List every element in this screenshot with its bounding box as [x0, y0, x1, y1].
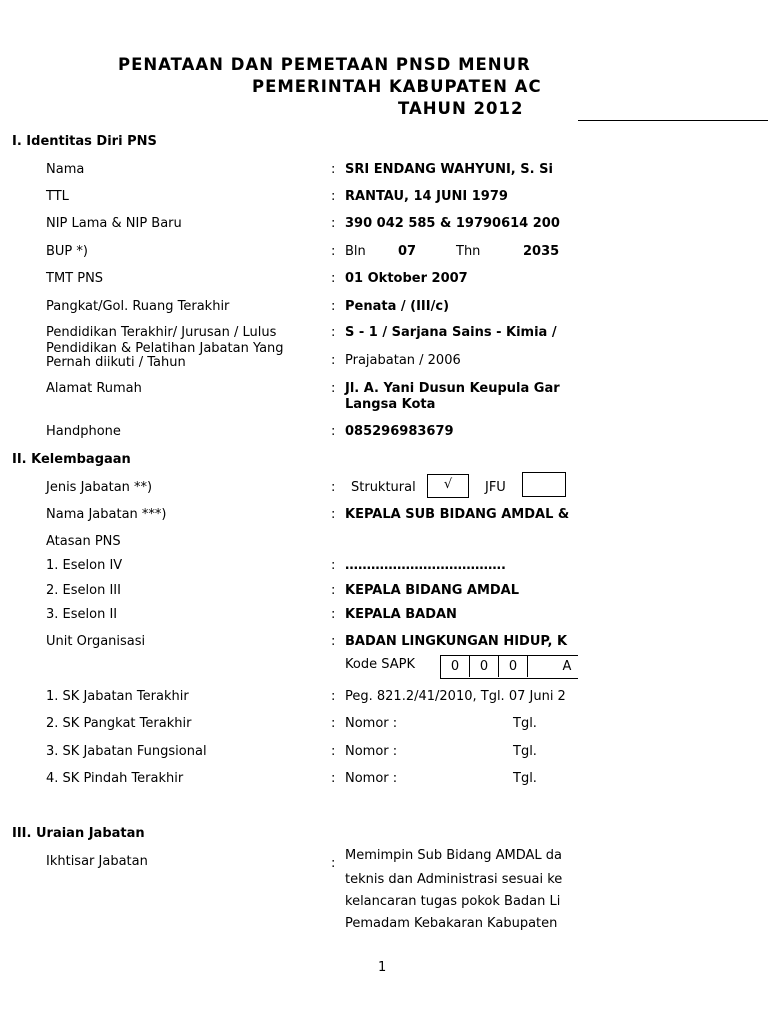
field-value-eselon-iii: KEPALA BIDANG AMDAL	[345, 583, 520, 598]
field-label-nama-jabatan: Nama Jabatan ***)	[46, 507, 167, 522]
colon: :	[331, 353, 336, 368]
field-label-jenis-jabatan: Jenis Jabatan **)	[46, 480, 153, 495]
field-value-pendidikan: S - 1 / Sarjana Sains - Kimia /	[345, 325, 557, 340]
colon: :	[331, 607, 336, 622]
colon: :	[331, 558, 336, 573]
field-value-sk-jabatan: Peg. 821.2/41/2010, Tgl. 07 Juni 2	[345, 689, 566, 704]
header-divider	[578, 120, 768, 121]
field-label-diklat-line-1: Pendidikan & Pelatihan Jabatan Yang	[46, 341, 284, 356]
field-label-sk-pindah: 4. SK Pindah Terakhir	[46, 771, 184, 786]
ikhtisar-line-1: Memimpin Sub Bidang AMDAL da	[345, 848, 563, 863]
field-label-nip: NIP Lama & NIP Baru	[46, 216, 182, 231]
field-value-alamat-line-2: Langsa Kota	[345, 397, 436, 412]
field-label-sk-fungsional: 3. SK Jabatan Fungsional	[46, 744, 207, 759]
field-label-handphone: Handphone	[46, 424, 121, 439]
colon: :	[331, 244, 336, 259]
field-value-unit-organisasi: BADAN LINGKUNGAN HIDUP, K	[345, 634, 568, 649]
field-label-bup: BUP *)	[46, 244, 88, 259]
colon: :	[331, 216, 336, 231]
colon: :	[331, 480, 336, 495]
bup-bln-label: Bln	[345, 244, 366, 259]
kode-sapk-boxes	[440, 655, 578, 679]
colon: :	[331, 299, 336, 314]
option-struktural-checkbox[interactable]	[427, 474, 469, 498]
section-3-title: III. Uraian Jabatan	[12, 826, 145, 841]
colon: :	[331, 716, 336, 731]
field-label-diklat-line-2: Pernah diikuti / Tahun	[46, 355, 186, 370]
field-value-handphone: 085296983679	[345, 424, 454, 439]
field-value-ttl: RANTAU, 14 JUNI 1979	[345, 189, 508, 204]
kode-sapk-cell: 0	[441, 656, 470, 677]
colon: :	[331, 583, 336, 598]
section-1-title: I. Identitas Diri PNS	[12, 134, 157, 149]
field-tgl-sk-fungsional: Tgl.	[513, 744, 537, 759]
colon: :	[331, 771, 336, 786]
option-jfu-label: JFU	[485, 480, 506, 495]
bup-thn-value: 2035	[523, 244, 560, 259]
field-value-nama: SRI ENDANG WAHYUNI, S. Si	[345, 162, 553, 177]
title-line-3: TAHUN 2012	[398, 99, 524, 118]
ikhtisar-line-3: kelancaran tugas pokok Badan Li	[345, 894, 561, 909]
field-value-sk-fungsional: Nomor :	[345, 744, 398, 759]
page-number: 1	[378, 960, 387, 975]
colon: :	[331, 162, 336, 177]
field-tgl-sk-pindah: Tgl.	[513, 771, 537, 786]
colon: :	[331, 507, 336, 522]
field-value-nama-jabatan: KEPALA SUB BIDANG AMDAL &	[345, 507, 570, 522]
field-label-atasan: Atasan PNS	[46, 534, 121, 549]
field-label-eselon-ii: 3. Eselon II	[46, 607, 118, 622]
field-label-sk-jabatan: 1. SK Jabatan Terakhir	[46, 689, 189, 704]
colon: :	[331, 634, 336, 649]
field-value-eselon-iv: ……………………………….	[345, 558, 506, 573]
field-label-eselon-iii: 2. Eselon III	[46, 583, 121, 598]
field-label-nama: Nama	[46, 162, 85, 177]
field-label-unit-organisasi: Unit Organisasi	[46, 634, 146, 649]
colon: :	[331, 189, 336, 204]
field-value-nip: 390 042 585 & 19790614 200	[345, 216, 560, 231]
title-line-1: PENATAAN DAN PEMETAAN PNSD MENUR	[118, 55, 531, 74]
section-2-title: II. Kelembagaan	[12, 452, 131, 467]
bup-bln-value: 07	[398, 244, 417, 259]
colon: :	[331, 689, 336, 704]
colon: :	[331, 744, 336, 759]
field-value-pangkat: Penata / (III/c)	[345, 299, 450, 314]
field-value-alamat-line-1: Jl. A. Yani Dusun Keupula Gar	[345, 381, 560, 396]
field-tgl-sk-pangkat: Tgl.	[513, 716, 537, 731]
colon: :	[331, 856, 336, 871]
field-label-alamat: Alamat Rumah	[46, 381, 142, 396]
field-label-tmt: TMT PNS	[46, 271, 104, 286]
ikhtisar-line-2: teknis dan Administrasi sesuai ke	[345, 872, 563, 887]
colon: :	[331, 271, 336, 286]
kode-sapk-cell: 0	[470, 656, 499, 677]
option-struktural-label: Struktural	[351, 480, 416, 495]
title-line-2: PEMERINTAH KABUPATEN AC	[252, 77, 542, 96]
option-jfu-checkbox[interactable]	[522, 472, 566, 497]
checkmark-icon: √	[443, 477, 453, 492]
field-label-ttl: TTL	[46, 189, 69, 204]
field-label-eselon-iv: 1. Eselon IV	[46, 558, 123, 573]
colon: :	[331, 424, 336, 439]
kode-sapk-cell: 0	[499, 656, 528, 677]
colon: :	[331, 381, 336, 396]
colon: :	[331, 325, 336, 340]
field-value-sk-pangkat: Nomor :	[345, 716, 398, 731]
ikhtisar-line-4: Pemadam Kebakaran Kabupaten	[345, 916, 558, 931]
field-label-sk-pangkat: 2. SK Pangkat Terakhir	[46, 716, 192, 731]
field-value-eselon-ii: KEPALA BADAN	[345, 607, 457, 622]
field-label-ikhtisar: Ikhtisar Jabatan	[46, 854, 148, 869]
kode-sapk-label: Kode SAPK	[345, 657, 415, 672]
bup-thn-label: Thn	[456, 244, 481, 259]
kode-sapk-cell: A	[528, 656, 578, 677]
field-value-diklat: Prajabatan / 2006	[345, 353, 461, 368]
field-value-tmt: 01 Oktober 2007	[345, 271, 468, 286]
field-label-pendidikan: Pendidikan Terakhir/ Jurusan / Lulus	[46, 325, 277, 340]
field-value-sk-pindah: Nomor :	[345, 771, 398, 786]
field-label-pangkat: Pangkat/Gol. Ruang Terakhir	[46, 299, 230, 314]
